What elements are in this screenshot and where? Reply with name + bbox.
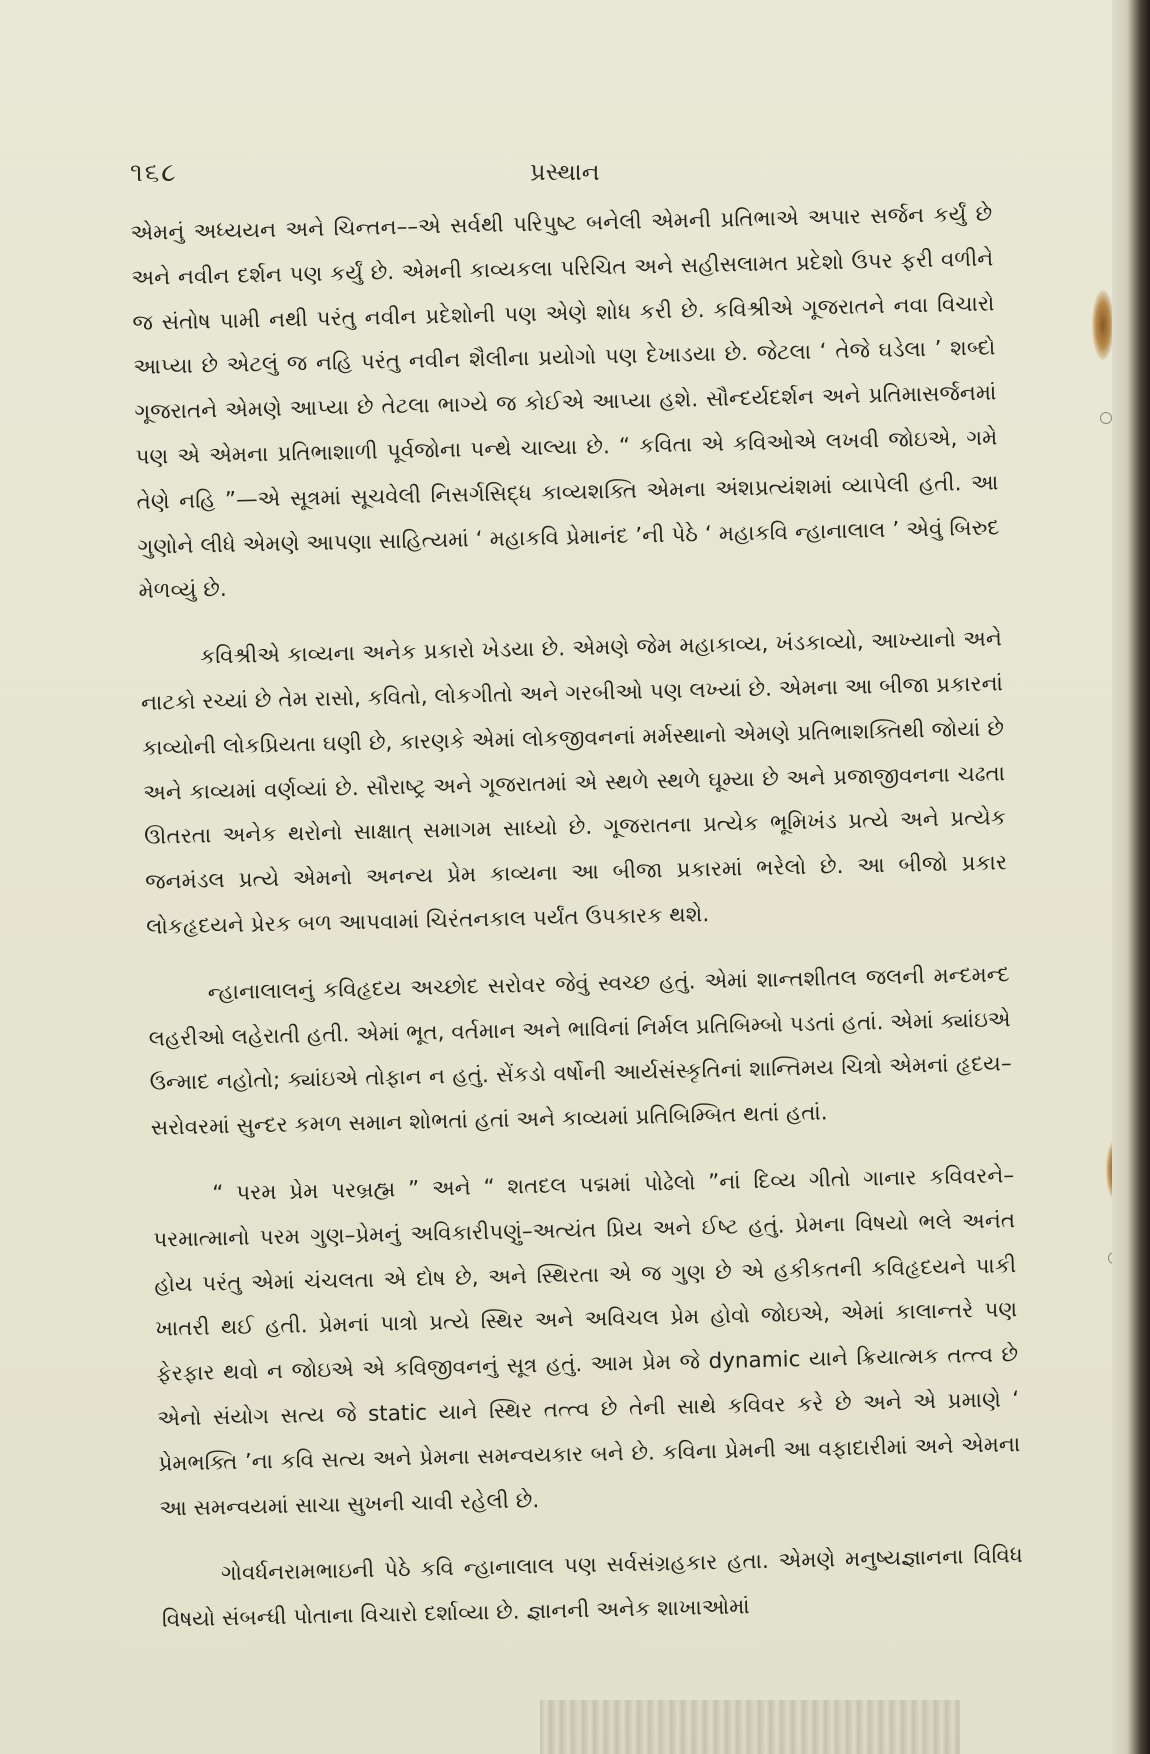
paragraph: કવિશ્રીએ કાવ્યના અનેક પ્રકારો ખેડયા છે. એમણે જેમ મહાકાવ્ય, ખંડકાવ્યો, આખ્યાનો અને નાટકો રચ્યાં છે તેમ રાસો, કવિતો, લોકગીતો અને ગરબીઓ પણ લખ્યાં છે. એમના આ બીજા પ્રકારનાં કાવ્યોની લોકપ્રિયતા ઘણી છે, કારણકે એમાં લોકજીવનનાં મર્મસ્થાનો એમણે પ્રતિભાશક્તિથી જોયાં છે અને કાવ્યમાં વર્ણવ્યાં છે. સૌરાષ્ટ્ર અને ગૂજરાતમાં એ સ્થળે સ્થળે ઘૂમ્યા છે અને પ્રજાજીવનના ચઢતા ઊતરતા અનેક થરોનો સાક્ષાત્ સમાગમ સાધ્યો છે. ગૂજરાતના પ્રત્યેક ભૂમિખંડ પ્રત્યે અને પ્રત્યેક જનમંડલ પ્રત્યે એમનો અનન્ય પ્રેમ કાવ્યના આ બીજા પ્રકારમાં ભરેલો છે. આ બીજો પ્રકાર લોકહૃદયને પ્રેરક બળ આપવામાં ચિરંતનકાલ પર્યંત ઉપકારક થશે. — [140, 626, 1008, 940]
rust-stain — [1092, 290, 1114, 360]
paragraph: ન્હાનાલાલનું કવિહૃદય અચ્છોદ સરોવર જેવું સ્વચ્છ હતું. એમાં શાન્તશીતલ જલની મન્દમન્દ લહરીઓ લહેરાતી હતી. એમાં ભૂત, વર્તમાન અને ભાવિનાં નિર્મલ પ્રતિબિમ્બો પડતાં હતાં. એમાં ક્યાંઇએ ઉન્માદ નહોતો; ક્યાંઇએ તોફાન ન હતું. સેંકડો વર્ષોની આર્યસંસ્કૃતિનાં શાન્તિમય ચિત્રો એમનાં હૃદય–સરોવરમાં સુન્દર કમળ સમાન શોભતાં હતાં અને કાવ્યમાં પ્રતિબિમ્બિત થતાં હતાં. — [148, 961, 1012, 1141]
body-text — [130, 192, 1025, 1665]
worn-bottom-edge — [540, 1700, 960, 1754]
running-head: પ્રસ્થાન — [530, 158, 600, 186]
page-number: ૧૬૮ — [130, 158, 178, 188]
paragraph: એમનું અધ્યયન અને ચિન્તન––એ સર્વથી પરિપુષ્ટ બનેલી એમની પ્રતિભાએ અપાર સર્જન કર્યું છે અને નવીન દર્શન પણ કર્યું છે. એમની કાવ્યકલા પરિચિત અને સહીસલામત પ્રદેશો ઉપર ફરી વળીને જ સંતોષ પામી નથી પરંતુ નવીન પ્રદેશોની પણ એણે શોધ કરી છે. કવિશ્રીએ ગૂજરાતને નવા વિચારો આપ્યા છે એટલું જ નહિ પરંતુ નવીન શૈલીના પ્રયોગો પણ દેખાડયા છે. જેટલા ‘ તેજે ઘડેલા ’ શબ્દો ગૂજરાતને એમણે આપ્યા છે તેટલા ભાગ્યે જ કોઈએ આપ્યા હશે. સૌન્દર્યદર્શન અને પ્રતિમાસર્જનમાં પણ એ એમના પ્રતિભાશાળી પૂર્વજોના પન્થે ચાલ્યા છે. “ કવિતા એ કવિઓએ લખવી જોઇએ, ગમે તેણે નહિ ”—એ સૂત્રમાં સૂચવેલી નિસર્ગસિદ્ધ કાવ્યશક્તિ એમના અંશપ્રત્યંશમાં વ્યાપેલી હતી. આ ગુણોને લીધે એમણે આપણા સાહિત્યમાં ‘ મહાકવિ પ્રેમાનંદ ’ની પેઠે ‘ મહાકવિ ન્હાનાલાલ ’ એવું બિરુદ મેળવ્યું છે. — [130, 201, 1000, 605]
paragraph: “ પરમ પ્રેમ પરબ્રહ્મ ” અને “ શતદલ પદ્મમાં પોઢેલો ”નાં દિવ્ય ગીતો ગાનાર કવિવરને–પરમાત્માનો પરમ ગુણ–પ્રેમનું અવિકારીપણું–અત્યંત પ્રિય અને ઈષ્ટ હતું. પ્રેમના વિષયો ભલે અનંત હોય પરંતુ એમાં ચંચલતા એ દોષ છે, અને સ્થિરતા એ જ ગુણ છે એ હકીકતની કવિહૃદયને પાકી ખાતરી થઈ હતી. પ્રેમનાં પાત્રો પ્રત્યે સ્થિર અને અવિચલ પ્રેમ હોવો જોઇએ, એમાં કાલાન્તરે પણ ફેરફાર થવો ન જોઇએ એ કવિજીવનનું સૂત્ર હતું. આમ પ્રેમ જે dynamic યાને ક્રિયાત્મક તત્ત્વ છે એનો સંયોગ સત્ય જે static યાને સ્થિર તત્ત્વ છે તેની સાથે કવિવર કરે છે અને એ પ્રમાણે ‘ પ્રેમભક્તિ ’ના કવિ સત્ય અને પ્રેમના સમન્વયકાર બને છે. કવિના પ્રેમની આ વફાદારીમાં અને એમના આ સમન્વયમાં સાચા સુખની ચાવી રહેલી છે. — [153, 1163, 1021, 1522]
paragraph: ગોવર્ધનરામભાઇની પેઠે કવિ ન્હાનાલાલ પણ સર્વસંગ્રહકાર હતા. એમણે મનુષ્યજ્ઞાનના વિવિધ વિષયો સંબન્ધી પોતાના વિચારો દર્શાવ્યા છે. જ્ઞાનની અનેક શાખાઓમાં — [161, 1543, 1024, 1633]
binding-hole — [1100, 412, 1112, 424]
page-edge-shadow — [1112, 0, 1150, 1754]
page-header — [130, 158, 990, 198]
